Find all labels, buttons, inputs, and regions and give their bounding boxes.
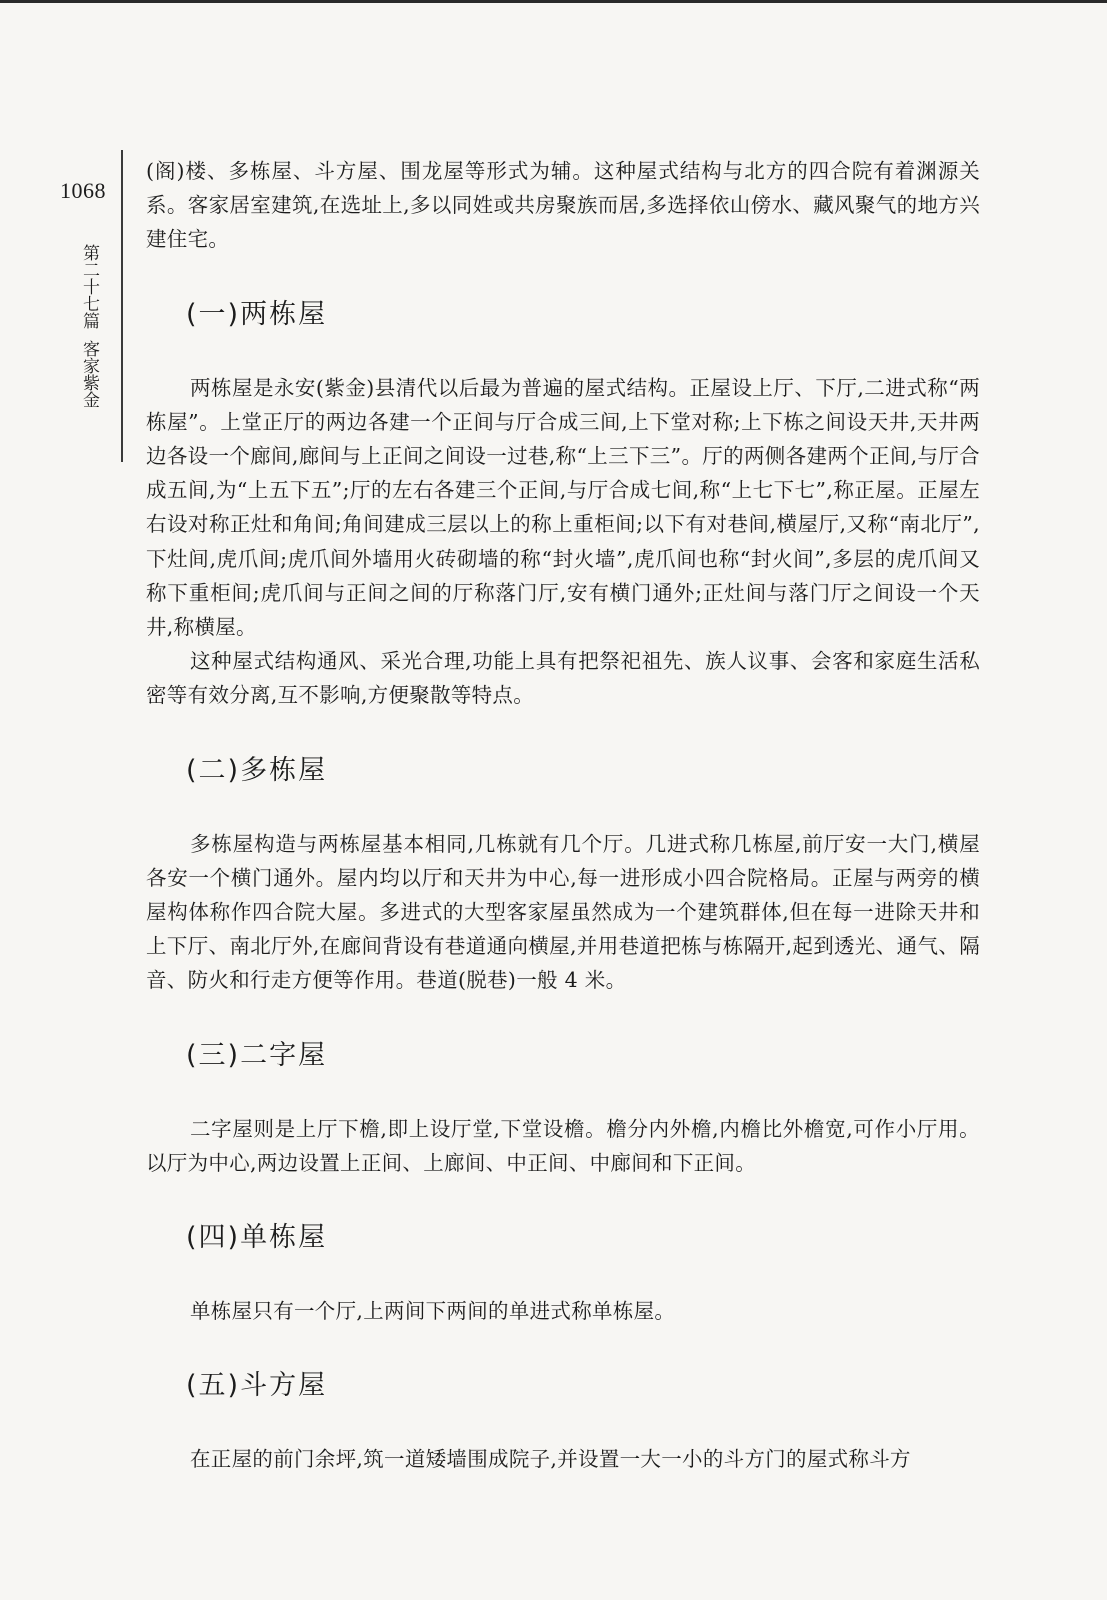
page-body [146, 154, 980, 1476]
section-heading-two-building-house: (一)两栋屋 [186, 298, 328, 330]
section-paragraph: 在正屋的前门余坪,筑一道矮墙围成院子,并设置一大一小的斗方门的屋式称斗方 [190, 1447, 911, 1472]
chapter-margin-label: 第二十七篇 客家紫金 [79, 244, 99, 408]
section-paragraph: 多栋屋构造与两栋屋基本相同,几栋就有几个厅。几进式称几栋屋,前厅安一大门,横屋各安一个横门通外。屋内均以厅和天井为中心,每一进形成小四合院格局。正屋与两旁的横屋构体称作四合院大屋。多进式的大型客家屋虽然成为一个建筑群体,但在每一进除天井和上下厅、南北厅外,在廊间背设有巷道通向横屋,并用巷道把栋与栋隔开,起到透光、通气、隔音、防火和行走方便等作用。巷道(脱巷)一般 4 米。 [146, 831, 980, 993]
margin-divider [121, 150, 123, 462]
top-border-rule [0, 0, 1107, 3]
section-heading-single-building-house: (四)单栋屋 [186, 1222, 328, 1254]
section-heading-square-house: (五)斗方屋 [186, 1370, 328, 1402]
section-heading-er-shaped-house: (三)二字屋 [186, 1039, 328, 1071]
section-paragraph: 单栋屋只有一个厅,上两间下两间的单进式称单栋屋。 [190, 1299, 676, 1324]
section-paragraph: 这种屋式结构通风、采光合理,功能上具有把祭祀祖先、族人议事、会客和家庭生活私密等有效分离,互不影响,方便聚散等特点。 [146, 649, 980, 708]
section-paragraph: 两栋屋是永安(紫金)县清代以后最为普遍的屋式结构。正屋设上厅、下厅,二进式称“两栋屋”。上堂正厅的两边各建一个正间与厅合成三间,上下堂对称;上下栋之间设天井,天井两边各设一个廊间,廊间与上正间之间设一过巷,称“上三下三”。厅的两侧各建两个正间,与厅合成五间,为“上五下五”;厅的左右各建三个正间,与厅合成七间,称“上七下七”,称正屋。正屋左右设对称正灶和角间;角间建成三层以上的称上重柜间;以下有对巷间,横屋厅,又称“南北厅”,下灶间,虎爪间;虎爪间外墙用火砖砌墙的称“封火墙”,虎爪间也称“封火间”,多层的虎爪间又称下重柜间;虎爪间与正间之间的厅称落门厅,安有横门通外;正灶间与落门厅之间设一个天井,称横屋。 [146, 375, 980, 640]
intro-paragraph: (阁)楼、多栋屋、斗方屋、围龙屋等形式为辅。这种屋式结构与北方的四合院有着渊源关系。客家居室建筑,在选址上,多以同姓或共房聚族而居,多选择依山傍水、藏风聚气的地方兴建住宅。 [146, 159, 980, 252]
section-heading-multi-building-house: (二)多栋屋 [186, 754, 328, 786]
page-number: 1068 [60, 178, 106, 203]
section-paragraph: 二字屋则是上厅下檐,即上设厅堂,下堂设檐。檐分内外檐,内檐比外檐宽,可作小厅用。以厅为中心,两边设置上正间、上廊间、中正间、中廊间和下正间。 [146, 1116, 980, 1175]
